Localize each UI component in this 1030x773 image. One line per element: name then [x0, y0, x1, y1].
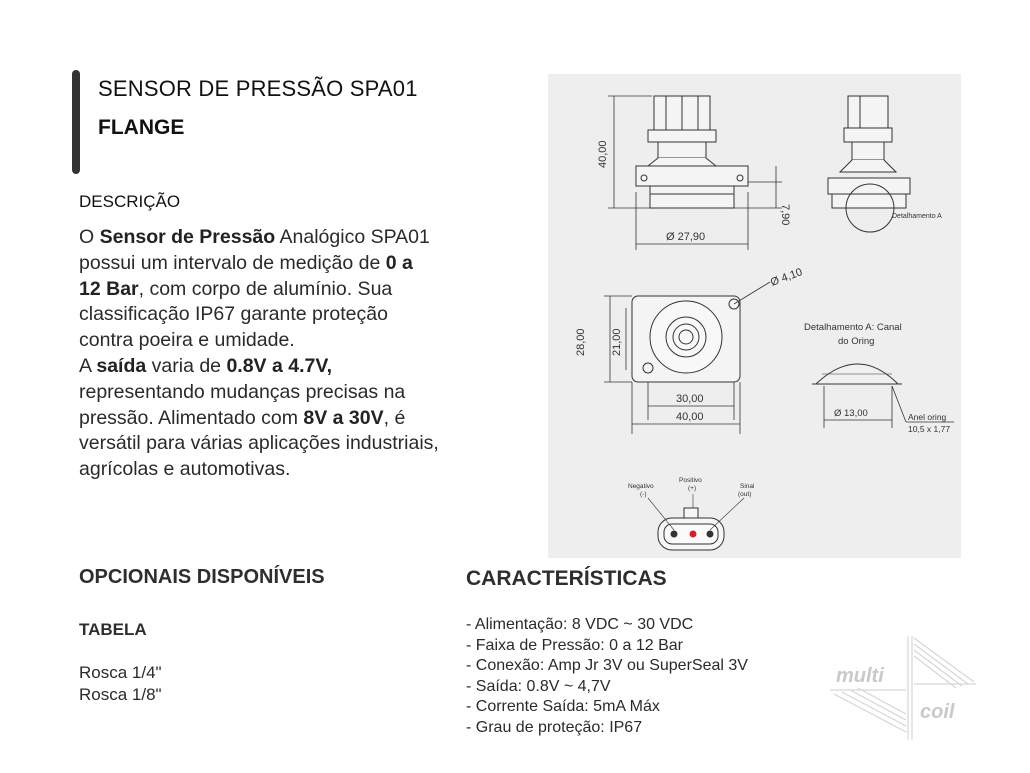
dim-height-label: 40,00 — [597, 140, 609, 168]
dim-40-label: 40,00 — [676, 411, 704, 423]
pin-negative-sign: (-) — [640, 491, 647, 498]
page-title: SENSOR DE PRESSÃO SPA01 — [98, 76, 418, 101]
description-paragraph-1: O Sensor de Pressão Analógico SPA01 possui um intervalo de medição de 0 a 12 Bar, com corpo de alumínio. Sua classificação IP67 garante proteção contra poeira e umidade. — [79, 226, 430, 352]
dim-flange-label: 7,90 — [779, 204, 791, 226]
list-item: Rosca 1/4" — [79, 663, 162, 682]
list-item: - Saída: 0.8V ~ 4,7V — [466, 677, 611, 695]
pin-negative-label: Negativo — [628, 483, 654, 490]
front-view — [828, 96, 910, 232]
description-heading: DESCRIÇÃO — [79, 192, 181, 211]
description-text — [79, 225, 439, 483]
dim-13-label: Ø 13,00 — [834, 408, 868, 419]
multicoil-logo — [828, 632, 978, 744]
optionals-list — [79, 662, 162, 706]
oring-label-2: 10,5 x 1,77 — [908, 424, 951, 434]
top-view — [632, 296, 740, 382]
list-item: - Corrente Saída: 5mA Máx — [466, 698, 660, 716]
list-item: Rosca 1/8" — [79, 685, 162, 704]
side-view — [636, 96, 748, 208]
logo-word-multi: multi — [836, 665, 884, 687]
list-item: - Conexão: Amp Jr 3V ou SuperSeal 3V — [466, 657, 748, 675]
description-paragraph-2: A saída varia de 0.8V a 4.7V, representando mudanças precisas na pressão. Alimentado com 8V a 30V, é versátil para várias aplicações industriais, agrícolas e automotivas. — [79, 354, 439, 481]
detail-a-view — [812, 364, 902, 384]
oring-label-1: Anel oring — [908, 412, 947, 422]
connector-icon — [648, 494, 744, 550]
technical-drawing — [548, 74, 961, 558]
page-subtitle: FLANGE — [98, 116, 185, 139]
pin-positive-sign: (+) — [688, 485, 697, 492]
characteristics-heading: CARACTERÍSTICAS — [466, 567, 667, 590]
optionals-heading: OPCIONAIS DISPONÍVEIS — [79, 566, 325, 588]
dim-21-label: 21,00 — [611, 328, 623, 356]
detail-title-2: do Oring — [838, 336, 875, 347]
logo-word-coil: coil — [920, 701, 955, 723]
dim-28-label: 28,00 — [575, 328, 587, 356]
list-item: - Grau de proteção: IP67 — [466, 718, 643, 736]
pin-positive-label: Positivo — [679, 477, 702, 484]
pin-signal-label: Sinal — [740, 483, 755, 490]
dim-30-label: 30,00 — [676, 393, 704, 405]
pin-signal-sign: (out) — [738, 491, 752, 498]
dim-hole-label: Ø 4,10 — [768, 266, 805, 289]
detail-a-label: Detalhamento A — [892, 213, 942, 220]
characteristics-list — [466, 615, 748, 739]
detail-title-1: Detalhamento A: Canal — [804, 322, 902, 333]
optionals-table-label: TABELA — [79, 620, 147, 639]
list-item: - Alimentação: 8 VDC ~ 30 VDC — [466, 616, 694, 633]
dim-diameter-label: Ø 27,90 — [666, 231, 706, 243]
accent-bar — [72, 70, 80, 174]
list-item: - Faixa de Pressão: 0 a 12 Bar — [466, 636, 683, 654]
